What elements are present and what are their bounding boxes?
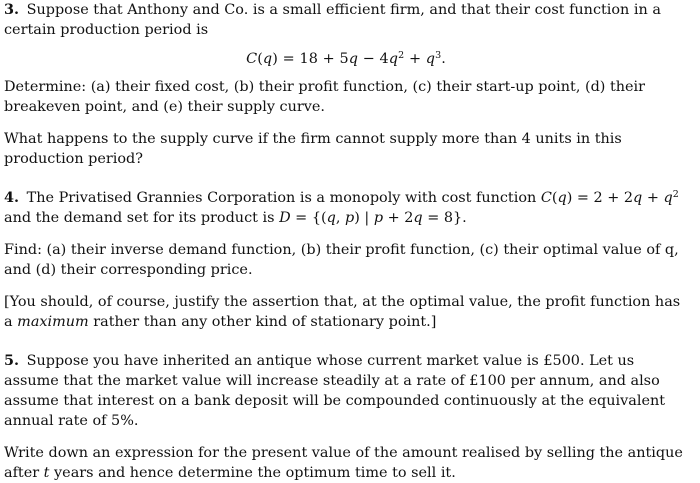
question-4-text-a: The Privatised Grannies Corporation is a monopoly with cost function (26, 190, 537, 206)
question-4-note (4, 292, 688, 332)
question-5-task-a: Write down an expression for the present value of the amount realised by selling the antique after (4, 445, 683, 481)
question-3-number: 3. (4, 1, 20, 18)
question-3-followup: What happens to the supply curve if the firm cannot supply more than 4 units in this production period? (4, 131, 622, 167)
question-5-task-b: years and hence determine the optimum time to sell it. (54, 465, 456, 481)
question-3-text: Suppose that Anthony and Co. is a small efficient firm, and that their cost function in a certain production period is (4, 2, 661, 38)
question-3-determine: Determine: (a) their fixed cost, (b) their profit function, (c) their start-up point, (d) their breakeven point, and (e) their supply curve. (4, 79, 646, 115)
question-4-note-b: rather than any other kind of stationary point.] (93, 314, 437, 330)
question-4-note-emphasis: maximum (17, 314, 89, 330)
question-5-number: 5. (4, 352, 20, 369)
question-4-cost-function: C (540, 190, 552, 206)
question-5-task (4, 443, 688, 483)
question-5-text: Suppose you have inherited an antique whose current market value is £500. Let us assume that the market value will increase steadily at a rate of £100 per annum, and also assume that interest on a bank deposit will be compounded continuously at the equivalent annual rate of 5%. (4, 353, 666, 429)
question-5-intro (4, 351, 688, 431)
question-3-intro (4, 0, 688, 40)
cost-function-formula: $C(q) = 18 + 5q - 4q^2 + q^3$. (246, 50, 446, 67)
question-4-intro: 4. The Privatised Grannies Corporation is a monopoly with cost function $C(q) = 2 + 2q + q^2$ and the demand set for its product is D = {(q, p) | p + 2q = 8}. (4, 189, 679, 226)
question-4-note-a: [You should, of course, justify the assertion that, at the optimal value, the profit function has a (4, 294, 681, 330)
question-4-number: 4. (4, 189, 20, 206)
question-4-find: Find: (a) their inverse demand function, (b) their profit function, (c) their optimal value of q, and (d) their corresponding price. (4, 242, 679, 278)
question-4-text-b: and the demand set for its product is (4, 210, 275, 226)
question-5-task-variable: t (43, 465, 50, 481)
question-4-demand-set: D (279, 210, 291, 226)
